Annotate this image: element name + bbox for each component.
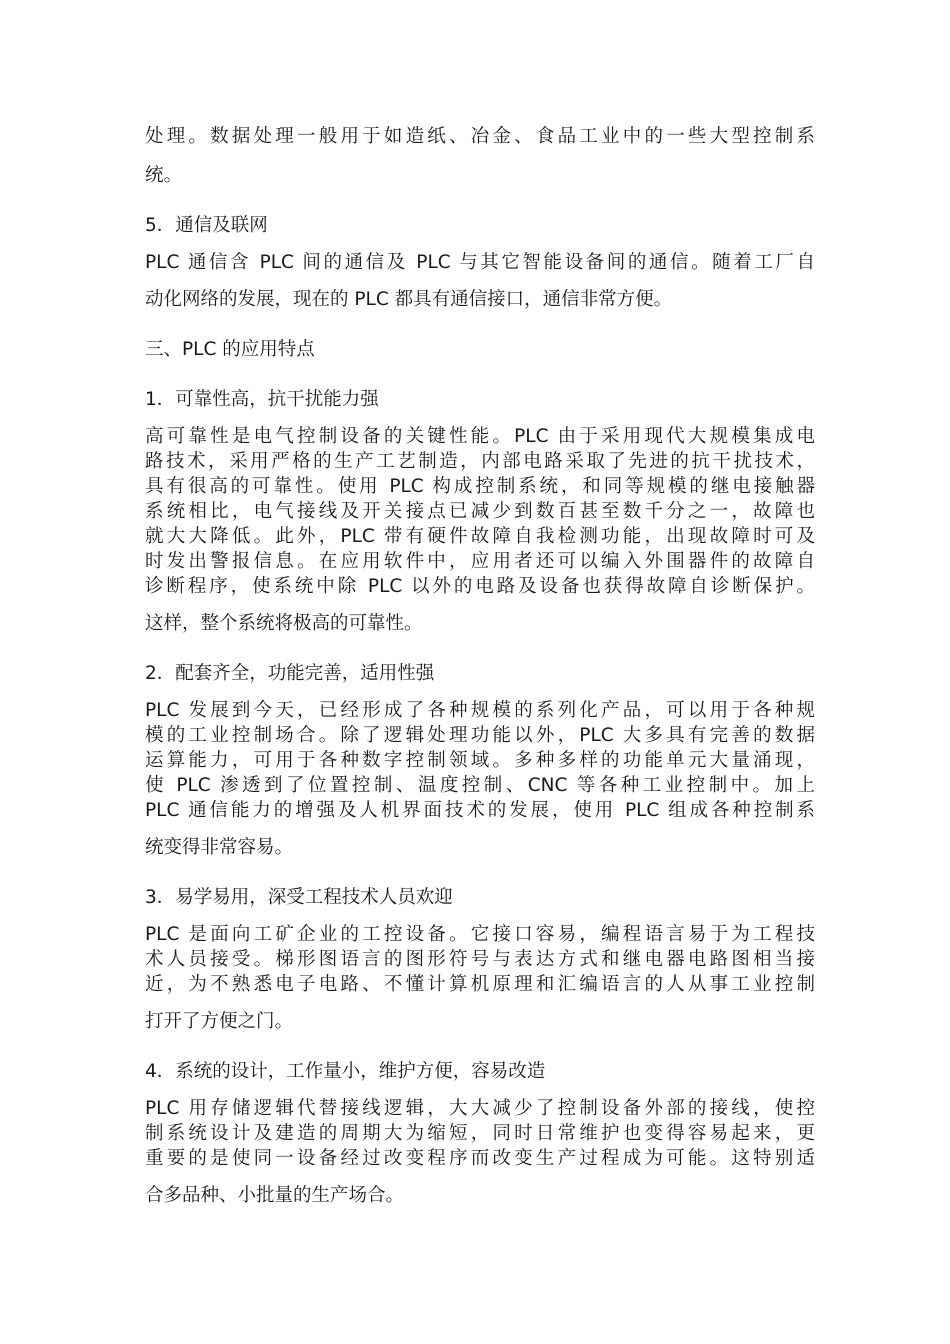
body-text-line: 就大大降低。此外，PLC 带有硬件故障自我检测功能，出现故障时可及 bbox=[145, 526, 815, 547]
body-text-line: PLC 是面向工矿企业的工控设备。它接口容易，编程语言易于为工程技 bbox=[145, 924, 815, 945]
body-text-line: PLC 通信能力的增强及人机界面技术的发展，使用 PLC 组成各种控制系 bbox=[145, 800, 815, 821]
body-text-line: 统变得非常容易。 bbox=[145, 837, 294, 858]
body-text-line: 高可靠性是电气控制设备的关键性能。PLC 由于采用现代大规模集成电 bbox=[145, 426, 815, 447]
body-text-line: 统。 bbox=[145, 165, 183, 186]
body-text-line: 诊断程序，使系统中除 PLC 以外的电路及设备也获得故障自诊断保护。 bbox=[145, 576, 815, 597]
body-text-line: 路技术，采用严格的生产工艺制造，内部电路采取了先进的抗干扰技术， bbox=[145, 451, 815, 472]
body-text-line: 时发出警报信息。在应用软件中，应用者还可以编入外围器件的故障自 bbox=[145, 551, 815, 572]
section-heading: 3．易学易用，深受工程技术人员欢迎 bbox=[145, 887, 453, 908]
body-text-line: 打开了方便之门。 bbox=[145, 1011, 294, 1032]
section-heading: 4．系统的设计，工作量小，维护方便，容易改造 bbox=[145, 1061, 546, 1082]
body-text-line: 使 PLC 渗透到了位置控制、温度控制、CNC 等各种工业控制中。加上 bbox=[145, 775, 815, 796]
section-heading: 5．通信及联网 bbox=[145, 215, 268, 236]
body-text-line: 重要的是使同一设备经过改变程序而改变生产过程成为可能。这特别适 bbox=[145, 1148, 815, 1169]
section-heading: 1．可靠性高，抗干扰能力强 bbox=[145, 389, 379, 410]
body-text-line: 这样，整个系统将极高的可靠性。 bbox=[145, 613, 423, 634]
body-text-line: 术人员接受。梯形图语言的图形符号与表达方式和继电器电路图相当接 bbox=[145, 949, 815, 970]
body-text-line: 系统相比，电气接线及开关接点已减少到数百甚至数千分之一，故障也 bbox=[145, 501, 815, 522]
section-heading: 2．配套齐全，功能完善，适用性强 bbox=[145, 663, 435, 684]
body-text-line: 模的工业控制场合。除了逻辑处理功能以外，PLC 大多具有完善的数据 bbox=[145, 725, 815, 746]
body-text-line: 合多品种、小批量的生产场合。 bbox=[145, 1185, 405, 1206]
body-text-line: 运算能力，可用于各种数字控制领域。多种多样的功能单元大量涌现， bbox=[145, 750, 815, 771]
body-text-line: PLC 通信含 PLC 间的通信及 PLC 与其它智能设备间的通信。随着工厂自 bbox=[145, 252, 815, 273]
body-text-line: PLC 用存储逻辑代替接线逻辑，大大减少了控制设备外部的接线，使控 bbox=[145, 1098, 815, 1119]
body-text-line: PLC 发展到今天，已经形成了各种规模的系列化产品，可以用于各种规 bbox=[145, 700, 815, 721]
body-text-line: 制系统设计及建造的周期大为缩短，同时日常维护也变得容易起来，更 bbox=[145, 1123, 815, 1144]
body-text-line: 具有很高的可靠性。使用 PLC 构成控制系统，和同等规模的继电接触器 bbox=[145, 476, 815, 497]
body-text-line: 近，为不熟悉电子电路、不懂计算机原理和汇编语言的人从事工业控制 bbox=[145, 974, 815, 995]
body-text-line: 动化网络的发展，现在的 PLC 都具有通信接口，通信非常方便。 bbox=[145, 289, 673, 310]
body-text-line: 处理。数据处理一般用于如造纸、冶金、食品工业中的一些大型控制系 bbox=[145, 126, 815, 147]
chapter-heading: 三、PLC 的应用特点 bbox=[145, 339, 315, 360]
